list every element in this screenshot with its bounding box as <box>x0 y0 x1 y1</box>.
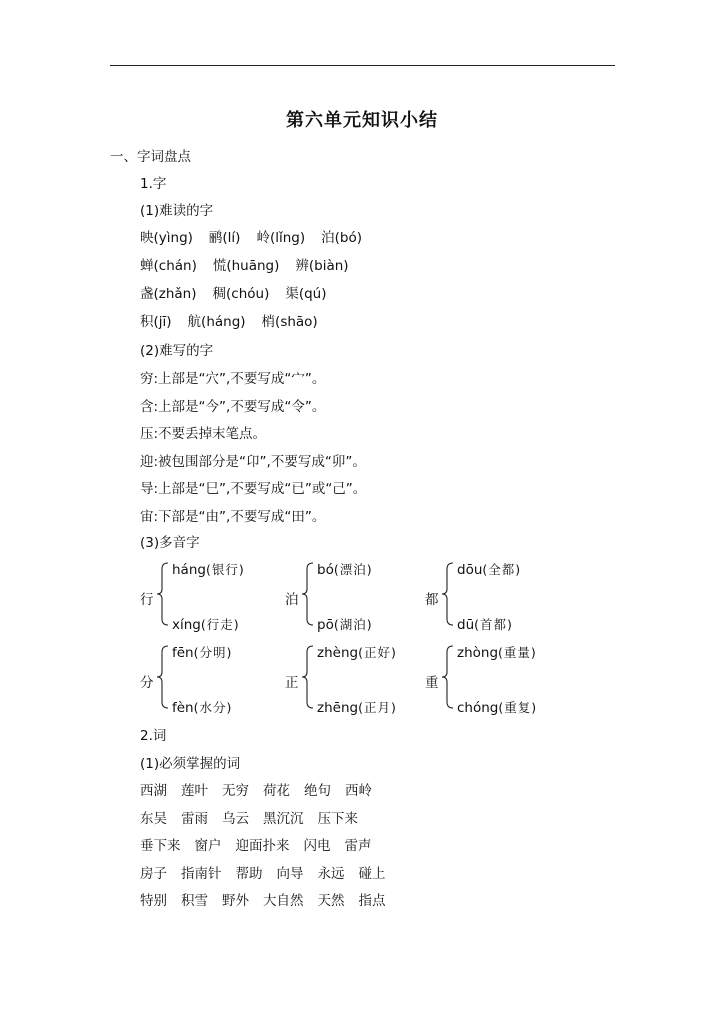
polyphone-heading: (3)多音字 <box>140 535 200 551</box>
hard-read-char: 辨(biàn) <box>295 258 349 274</box>
word-row <box>140 810 372 828</box>
hard-write-line: 穷:上部是“穴”,不要写成“宀”。 <box>140 371 326 387</box>
word-item: 指点 <box>358 893 386 909</box>
word-item: 碰上 <box>358 865 386 882</box>
word-item: 闪电 <box>303 838 331 854</box>
hard-read-char: 航(háng) <box>187 314 246 330</box>
word-row <box>140 837 386 855</box>
polyphone-reading <box>317 643 397 661</box>
word-item: 积雪 <box>181 893 208 909</box>
hard-write-line: 宙:下部是“由”,不要写成“田”。 <box>140 508 326 525</box>
word-item: 荷花 <box>263 783 290 799</box>
pinyin: zhēng <box>317 700 359 716</box>
polyphone-reading <box>172 643 232 661</box>
example-word: (首都) <box>474 617 513 632</box>
example-word: (水分) <box>193 700 233 715</box>
pinyin: zhòng <box>457 645 499 661</box>
word-row <box>140 865 400 883</box>
pinyin: fēn <box>172 645 194 661</box>
polyphone-reading <box>317 615 373 633</box>
word-item: 垂下来 <box>140 838 181 854</box>
word-item: 莲叶 <box>181 783 208 799</box>
brace-icon <box>441 645 455 709</box>
word-item: 压下来 <box>317 810 358 827</box>
word-item: 绝句 <box>304 783 331 799</box>
pinyin: bó <box>317 562 334 578</box>
hard-read-char: 泊(bó) <box>321 230 362 246</box>
word-item: 迎面扑来 <box>235 838 290 854</box>
word-row <box>140 782 386 800</box>
hard-read-char: 积(jī) <box>140 314 172 330</box>
word-item: 西湖 <box>140 783 167 799</box>
subsection-heading: 1.字 <box>140 176 167 192</box>
polyphone-reading <box>457 615 513 633</box>
pinyin: xíng <box>172 617 201 633</box>
hard-write-heading: (2)难写的字 <box>140 343 214 359</box>
subsection-heading-words: 2.词 <box>140 728 167 744</box>
hard-write-line: 导:上部是“巳”,不要写成“已”或“己”。 <box>140 481 367 497</box>
page-title: 第六单元知识小结 <box>286 110 438 131</box>
hard-read-char: 岭(lǐng) <box>256 230 306 246</box>
example-word: (正好) <box>358 645 397 660</box>
hard-read-row <box>140 257 365 275</box>
hard-read-char: 稠(chóu) <box>212 286 270 302</box>
word-item: 黑沉沉 <box>263 810 304 827</box>
hard-write-line: 压:不要丢掉末笔点。 <box>140 426 267 442</box>
polyphone-reading <box>172 698 232 716</box>
pinyin: dōu <box>457 562 483 578</box>
hard-read-char: 慌(huāng) <box>212 258 280 274</box>
brace-icon <box>301 562 315 626</box>
polyphone-reading <box>457 560 521 578</box>
example-word: (重复) <box>498 700 538 715</box>
word-item: 指南针 <box>181 865 222 882</box>
example-word: (漂泊) <box>333 562 373 577</box>
example-word: (湖泊) <box>333 617 373 632</box>
word-item: 雷声 <box>344 838 372 854</box>
brace-icon <box>301 645 315 709</box>
polyphone-char: 重 <box>425 675 439 691</box>
hard-write-line: 含:上部是“今”,不要写成“令”。 <box>140 398 326 415</box>
hard-read-char: 梢(shāo) <box>261 314 318 330</box>
word-item: 窗户 <box>194 838 222 854</box>
word-item: 向导 <box>276 865 304 882</box>
word-item: 乌云 <box>222 810 249 827</box>
example-word: (行走) <box>200 617 240 632</box>
polyphone-char: 正 <box>285 675 299 691</box>
word-item: 大自然 <box>263 893 304 909</box>
word-item: 特别 <box>140 893 167 909</box>
hard-read-char: 映(yìng) <box>140 230 193 246</box>
hard-read-row <box>140 285 343 303</box>
example-word: (全都) <box>482 562 522 577</box>
polyphone-reading <box>317 560 373 578</box>
word-item: 西岭 <box>345 783 372 799</box>
pinyin: zhèng <box>317 645 359 661</box>
word-item: 雷雨 <box>181 810 208 827</box>
word-row <box>140 892 400 910</box>
pinyin: dū <box>457 617 475 633</box>
polyphone-reading <box>457 698 537 716</box>
polyphone-char: 行 <box>140 592 154 608</box>
hard-read-row <box>140 229 378 247</box>
example-word: (分明) <box>193 645 233 660</box>
hard-write-line: 迎:被包围部分是“卬”,不要写成“卯”。 <box>140 453 366 470</box>
polyphone-char: 分 <box>140 675 154 691</box>
word-item: 帮助 <box>235 865 263 882</box>
hard-read-char: 鹂(lí) <box>208 230 241 246</box>
polyphone-char: 泊 <box>285 592 299 608</box>
example-word: (银行) <box>205 562 245 577</box>
pinyin: háng <box>172 562 206 578</box>
polyphone-reading <box>172 560 245 578</box>
word-item: 野外 <box>222 893 249 909</box>
hard-read-heading: (1)难读的字 <box>140 203 214 219</box>
word-item: 房子 <box>140 865 167 882</box>
section-heading: 一、字词盘点 <box>110 149 191 165</box>
pinyin: fèn <box>172 700 194 716</box>
polyphone-reading <box>317 698 397 716</box>
word-item: 天然 <box>317 893 345 909</box>
must-words-heading: (1)必须掌握的词 <box>140 756 241 772</box>
brace-icon <box>156 562 170 626</box>
brace-icon <box>156 645 170 709</box>
word-item: 永远 <box>317 865 345 882</box>
word-item: 无穷 <box>222 783 249 799</box>
polyphone-char: 都 <box>425 592 439 608</box>
hard-read-char: 蝉(chán) <box>140 258 197 274</box>
polyphone-reading <box>172 615 240 633</box>
polyphone-reading <box>457 643 537 661</box>
hard-read-row <box>140 313 334 331</box>
brace-icon <box>441 562 455 626</box>
hard-read-char: 盏(zhǎn) <box>140 286 197 302</box>
hard-read-char: 渠(qú) <box>285 286 327 302</box>
example-word: (重量) <box>498 645 537 660</box>
top-rule <box>110 65 615 66</box>
pinyin: chóng <box>457 700 499 716</box>
pinyin: pō <box>317 617 334 633</box>
word-item: 东吴 <box>140 810 167 827</box>
example-word: (正月) <box>358 700 397 715</box>
